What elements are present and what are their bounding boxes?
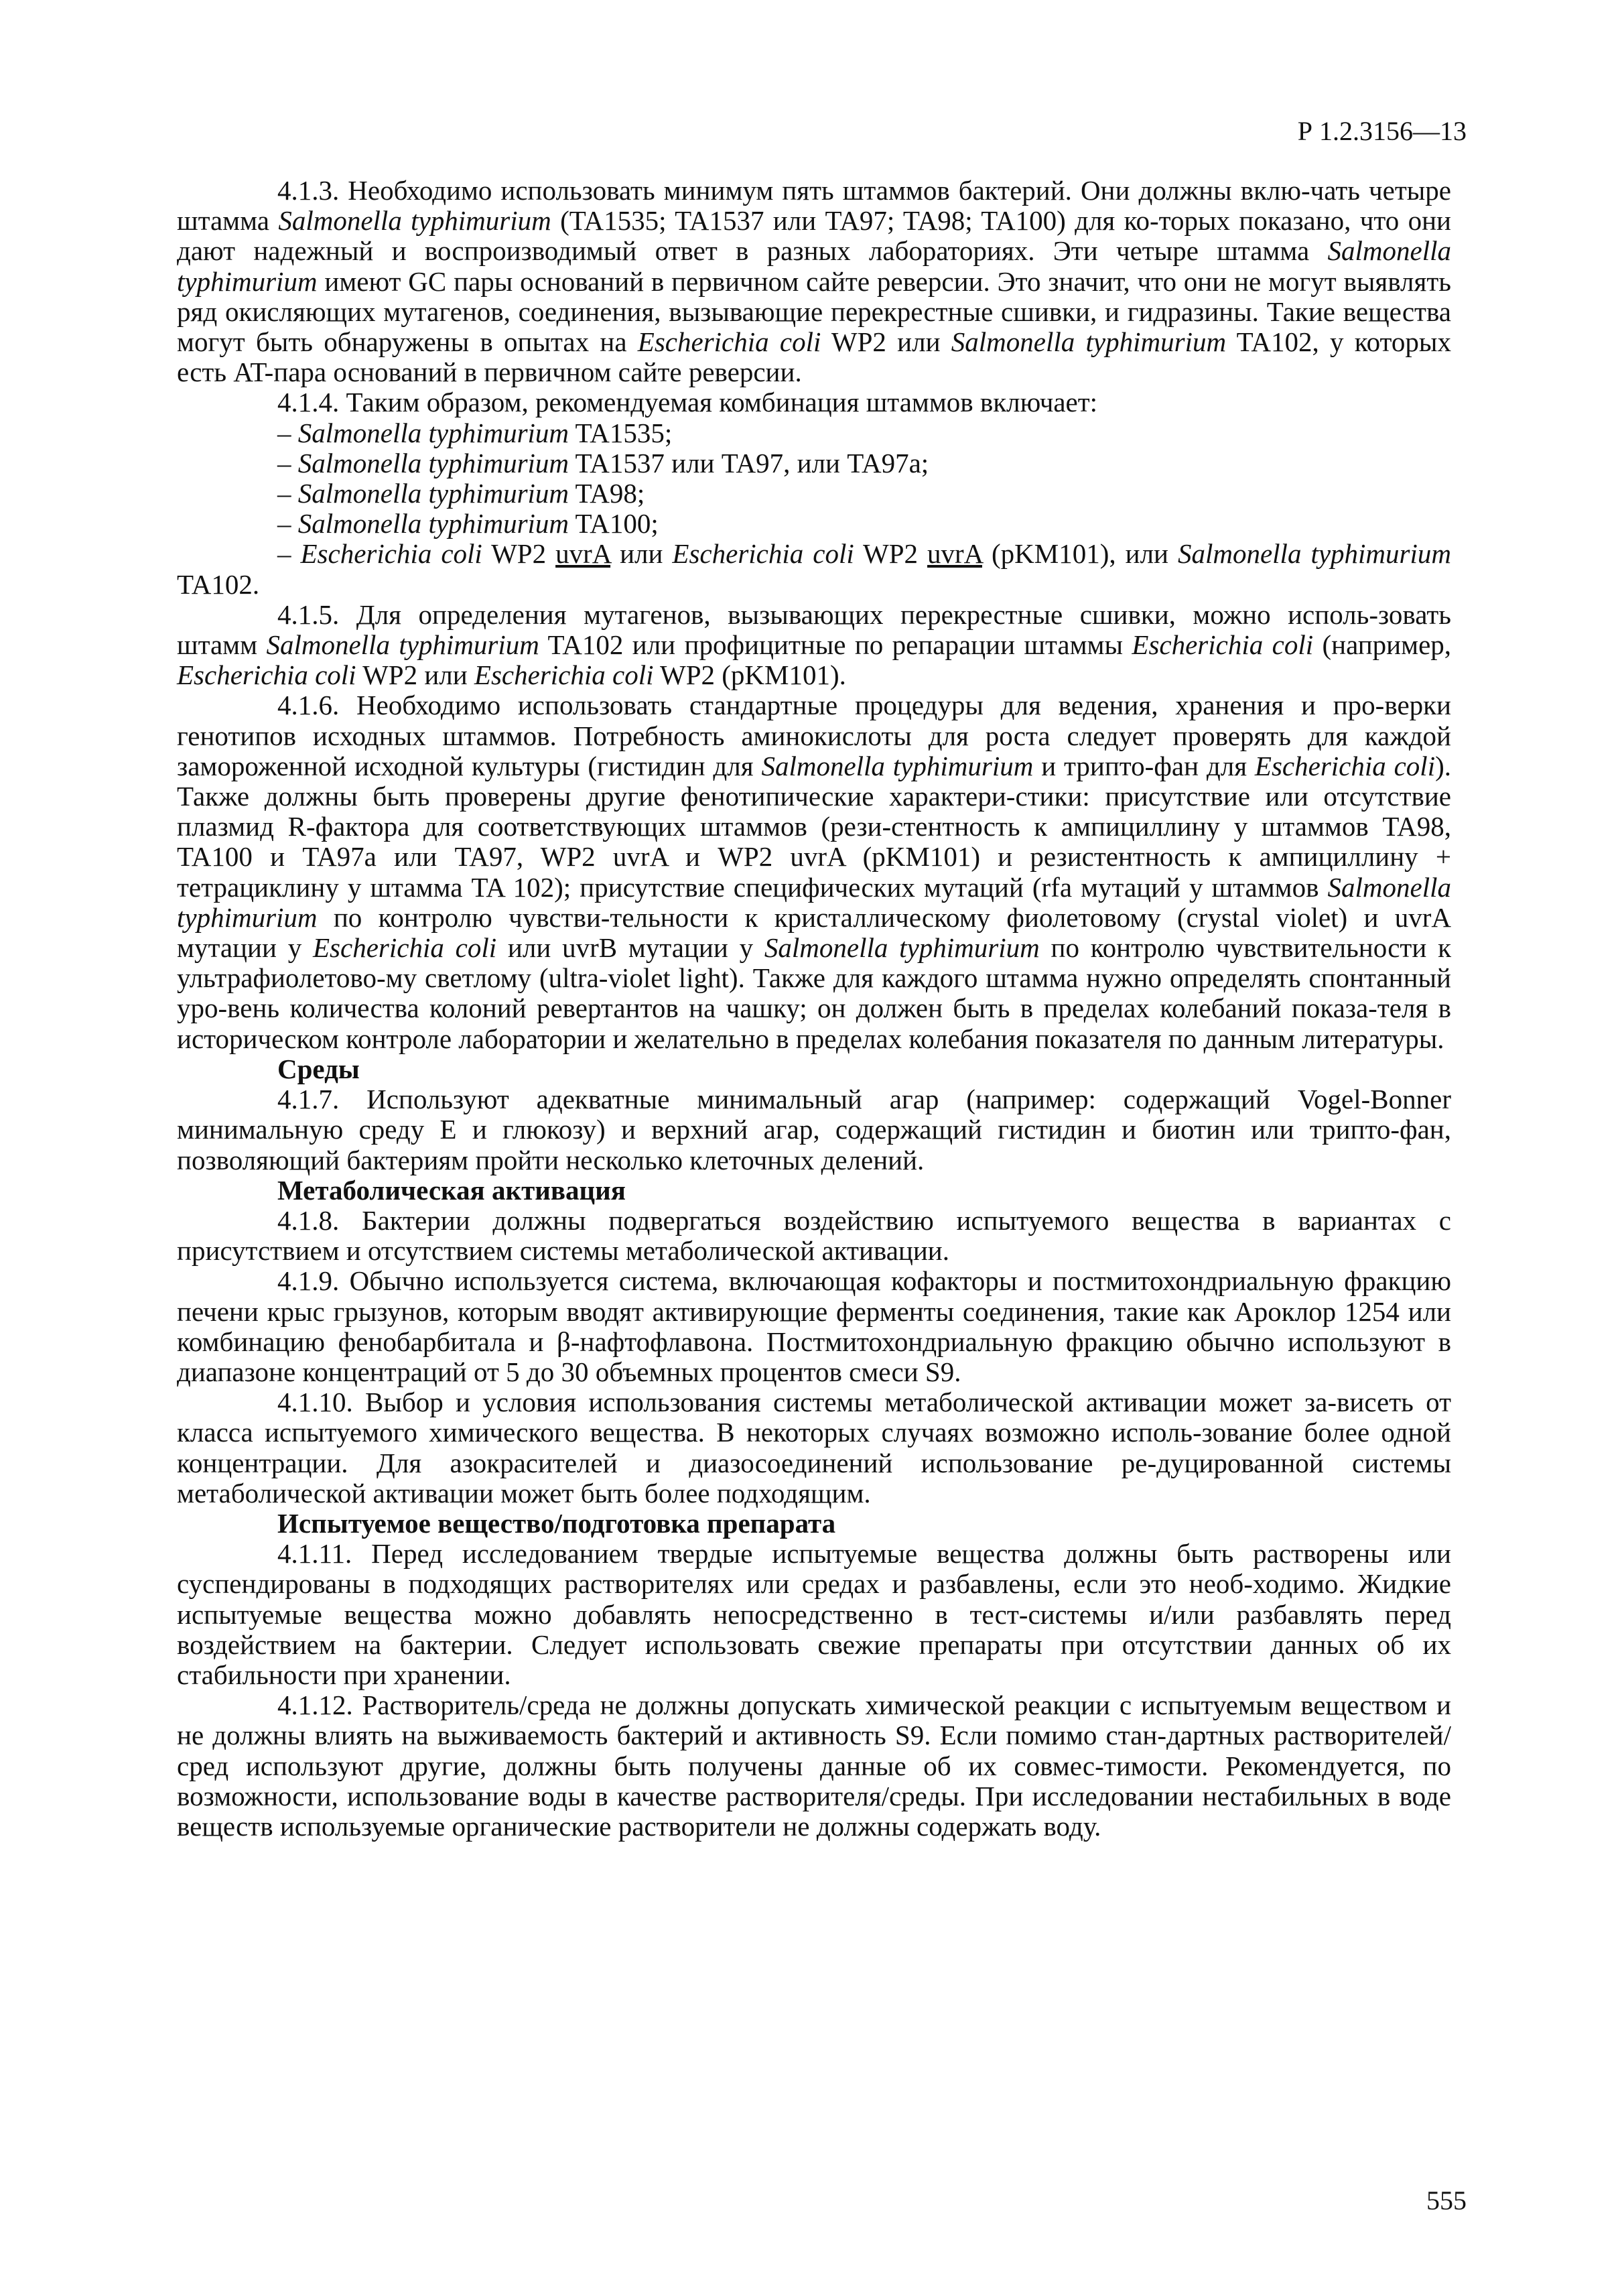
document-code-header: Р 1.2.3156—13: [1297, 116, 1467, 146]
strain-list-item: – Salmonella typhimurium TA1535;: [277, 417, 673, 448]
paragraph-4-1-12: 4.1.12. Растворитель/среда не должны допускать химической реакции с испытуемым веществом и не должны влиять на выживаемость бактерий и активность S9. Если помимо стан-дартных растворителей/сред используют другие, должны быть получены данные об их совмес-тимости. Рекомендуется, по возможности, использование воды в качестве растворителя/среды. При исследовании нестабильных в воде веществ используемые органические растворители не должны содержать воду.: [177, 1689, 1451, 1842]
paragraph-4-1-8: 4.1.8. Бактерии должны подвергаться воздействию испытуемого вещества в вариантах с присутствием и отсутствием системы метаболической активации.: [177, 1204, 1451, 1267]
paragraph-4-1-10: 4.1.10. Выбор и условия использования системы метаболической активации может за-висеть от класса испытуемого химического вещества. В некоторых случаях возможно исполь-зование более одной концентрации. Для азокрасителей и диазосоединений использование ре-дуцированной системы метаболической активации может быть более подходящим.: [177, 1387, 1451, 1509]
paragraph-4-1-4: 4.1.4. Таким образом, рекомендуемая комбинация штаммов включает:: [277, 387, 1098, 418]
strain-list-item: – Salmonella typhimurium TA98;: [277, 478, 645, 509]
paragraph-4-1-6: 4.1.6. Необходимо использовать стандартные процедуры для ведения, хранения и про-верки генотипов исходных штаммов. Потребность аминокислоты для роста следует проверять для каждой замороженной исходной культуры (гистидин для Salmonella typhimurium и трипто-фан для Escherichia coli). Также должны быть проверены другие фенотипические характери-стики: присутствие или отсутствие плазмид R-фактора для соответствующих штаммов (рези-стентность к ампициллину у штаммов TA98, TA100 и TA97a или TA97, WP2 uvrA и WP2 uvrA (pKM101) и резистентность к ампициллину + тетрациклину у штамма TA 102); присутствие специфических мутаций (rfa мутаций у штаммов Salmonella typhimurium по контролю чувстви-тельности к кристаллическому фиолетовому (crystal violet) и uvrA мутации у Escherichia coli или uvrB мутации у Salmonella typhimurium по контролю чувствительности к ультрафиолетово-му светлому (ultra-violet light). Также для каждого штамма нужно определять спонтанный уро-вень количества колоний ревертантов на чашку; он должен быть в пределах колебаний показа-теля в историческом контроле лаборатории и желательно в пределах колебания показателя по данным литературы.: [177, 690, 1452, 1054]
section-heading-metabolic-activation: Метаболическая активация: [277, 1174, 626, 1206]
section-heading-media: Среды: [277, 1053, 360, 1084]
paragraph-4-1-5: 4.1.5. Для определения мутагенов, вызывающих перекрестные сшивки, можно исполь-зовать штамм Salmonella typhimurium TA102 или профицитные по репарации штаммы Escherichia coli (например, Escherichia coli WP2 или Escherichia coli WP2 (pKM101).: [177, 598, 1452, 691]
page-number: 555: [1426, 2185, 1467, 2216]
paragraph-4-1-7: 4.1.7. Используют адекватные минимальный агар (например: содержащий Vogel-Bonner минимальную среду E и глюкозу) и верхний агар, содержащий гистидин и биотин или трипто-фан, позволяющий бактериям пройти несколько клеточных делений.: [177, 1084, 1451, 1175]
strain-list-item: – Escherichia coli WP2 uvrA или Escherichia coli WP2 uvrA (pKM101), или Salmonella typhimurium TA102.: [177, 538, 1451, 600]
section-heading-test-substance: Испытуемое вещество/подготовка препарата: [277, 1507, 836, 1539]
paragraph-4-1-3: 4.1.3. Необходимо использовать минимум пять штаммов бактерий. Они должны вклю-чать четыре штамма Salmonella typhimurium (TA1535; TA1537 или TA97; TA98; TA100) для ко-торых показано, что они дают надежный и воспроизводимый ответ в разных лабораториях. Эти четыре штамма Salmonella typhimurium имеют GC пары оснований в первичном сайте реверсии. Это значит, что они не могут выявлять ряд окисляющих мутагенов, соединения, вызывающие перекрестные сшивки, и гидразины. Такие вещества могут быть обнаружены в опытах на Escherichia coli WP2 или Salmonella typhimurium TA102, у которых есть AT-пара оснований в первичном сайте реверсии.: [177, 175, 1451, 388]
paragraph-4-1-9: 4.1.9. Обычно используется система, включающая кофакторы и постмитохондриальную фракцию печени крыс грызунов, которым вводят активирующие ферменты соединения, такие как Ароклор 1254 или комбинацию фенобарбитала и β-нафтофлавона. Постмитохондриальную фракцию обычно используют в диапазоне концентраций от 5 до 30 объемных процентов смеси S9.: [177, 1265, 1451, 1387]
document-body: [177, 176, 1451, 1842]
strain-list-item: – Salmonella typhimurium TA100;: [277, 508, 659, 539]
strain-list-item: – Salmonella typhimurium TA1537 или TA97, или TA97a;: [277, 447, 929, 479]
paragraph-4-1-11: 4.1.11. Перед исследованием твердые испытуемые вещества должны быть растворены или суспендированы в подходящих растворителях или средах и разбавлены, если это необ-ходимо. Жидкие испытуемые вещества можно добавлять непосредственно в тест-системы и/или разбавлять перед воздействием на бактерии. Следует использовать свежие препараты при отсутствии данных об их стабильности при хранении.: [177, 1538, 1451, 1690]
